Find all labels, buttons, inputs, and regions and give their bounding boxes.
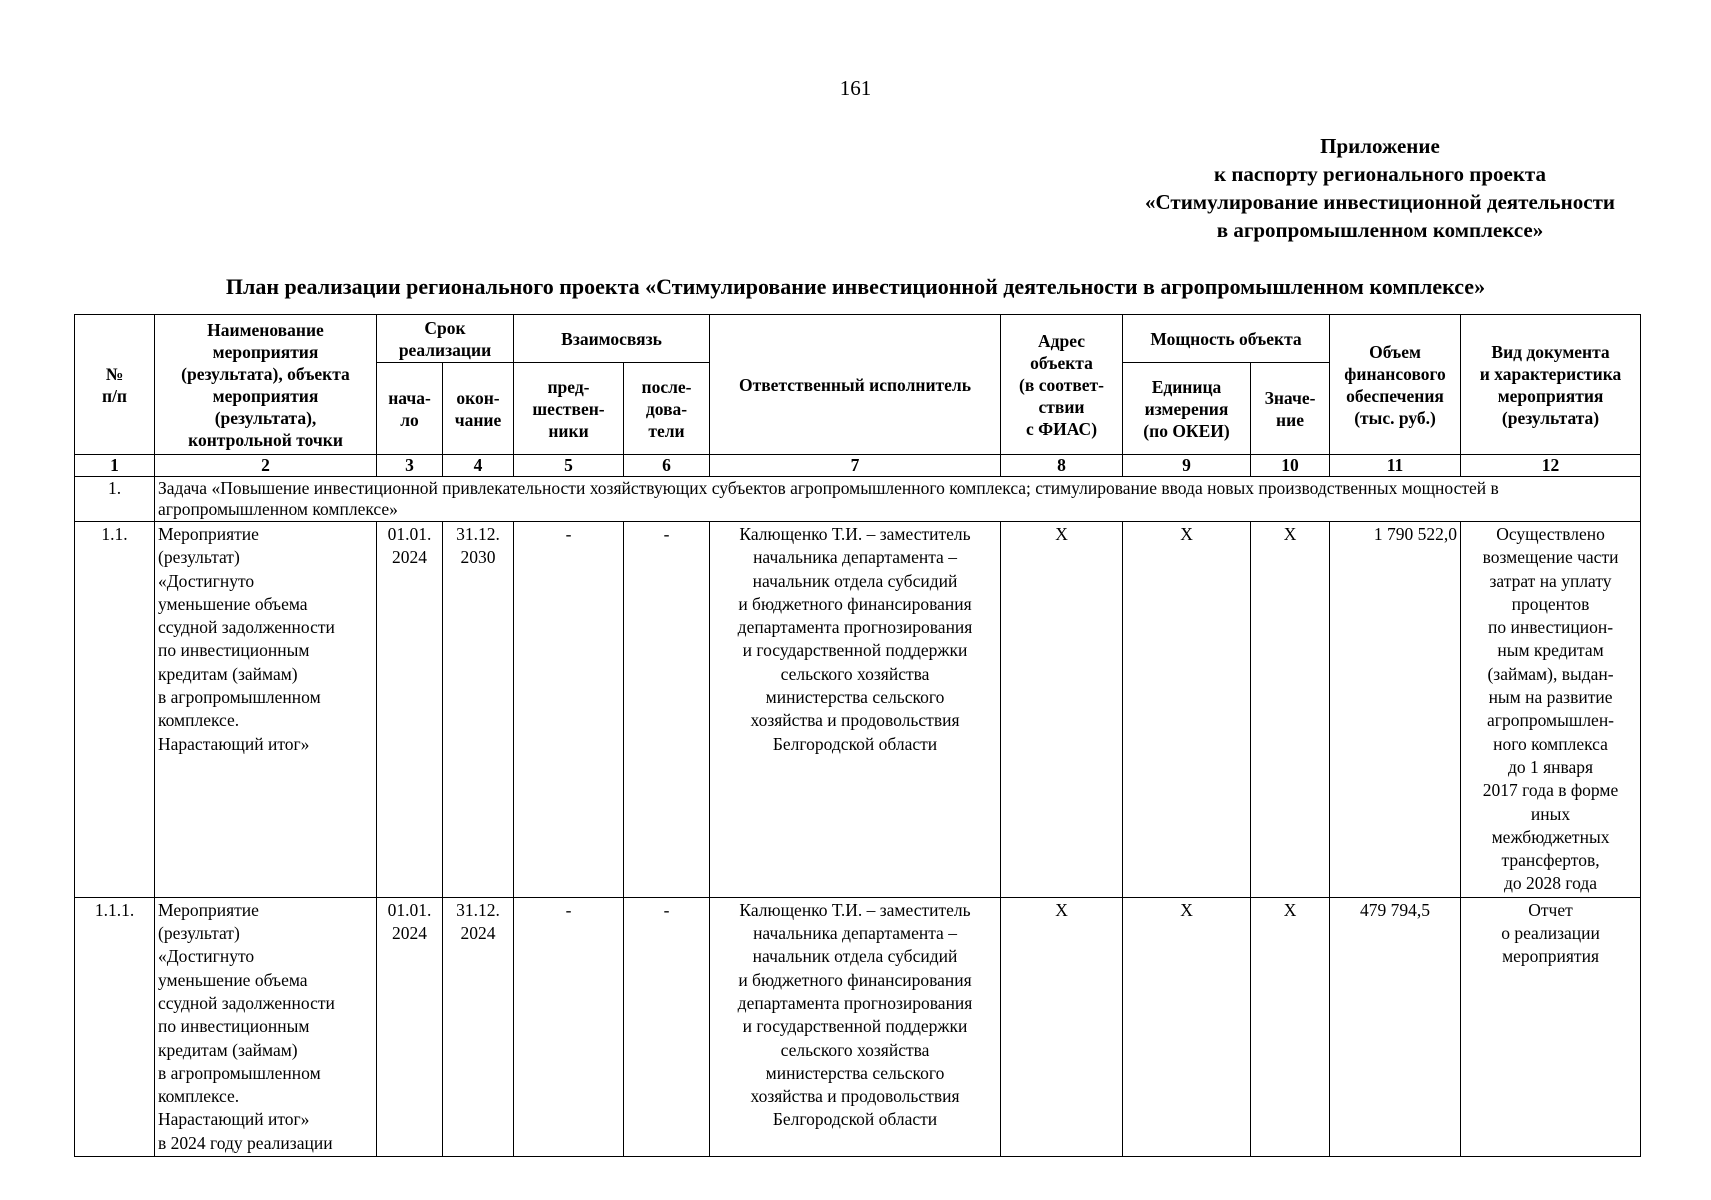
row-unit: X	[1123, 897, 1251, 1156]
row-end: 31.12. 2030	[443, 522, 514, 898]
row-doc: Отчет о реализации мероприятия	[1461, 897, 1641, 1156]
row-name: Мероприятие (результат) «Достигнуто уменьшение объема ссудной задолженности по инвестиционным кредитам (займам) в агропромышленном комплексе. Нарастающий итог» в 2024 году реализации	[155, 897, 377, 1156]
appendix-block	[1100, 132, 1660, 244]
column-number: 2	[155, 455, 377, 477]
column-number: 10	[1251, 455, 1330, 477]
appendix-line: в агропромышленном комплексе»	[1216, 218, 1544, 242]
row-name: Мероприятие (результат) «Достигнуто уменьшение объема ссудной задолженности по инвестиционным кредитам (займам) в агропромышленном комплексе. Нарастающий итог»	[155, 522, 377, 898]
column-number: 3	[377, 455, 443, 477]
column-number-row	[75, 455, 1641, 477]
column-number: 11	[1330, 455, 1461, 477]
row-finance: 1 790 522,0	[1330, 522, 1461, 898]
plan-table	[74, 314, 1641, 1157]
column-number: 6	[624, 455, 710, 477]
appendix-line: Приложение	[1320, 134, 1440, 158]
header-successors: после- дова- тели	[624, 363, 710, 455]
row-successors: -	[624, 522, 710, 898]
row-num: 1.1.1.	[75, 897, 155, 1156]
appendix-line: к паспорту регионального проекта	[1213, 162, 1546, 186]
row-doc: Осуществлено возмещение части затрат на уплату процентов по инвестицион- ным кредитам (займам), выдан- ным на развитие агропромышлен- ного комплекса до 1 января 2017 года в форме иных межбюджетных трансфертов, до 2028 года	[1461, 522, 1641, 898]
header-term: Срок реализации	[377, 315, 514, 363]
header-end: окон- чание	[443, 363, 514, 455]
page-number: 161	[839, 76, 872, 100]
header-link: Взаимосвязь	[514, 315, 710, 363]
row-address: X	[1001, 897, 1123, 1156]
column-number: 1	[75, 455, 155, 477]
row-unit: X	[1123, 522, 1251, 898]
header-capacity: Мощность объекта	[1123, 315, 1330, 363]
task-text: Задача «Повышение инвестиционной привлекательности хозяйствующих субъектов агропромышленного комплекса; стимулирование ввода новых производственных мощностей в агропромышленном комплексе»	[155, 477, 1641, 522]
header-unit: Единица измерения (по ОКЕИ)	[1123, 363, 1251, 455]
column-number: 8	[1001, 455, 1123, 477]
header-num: № п/п	[75, 315, 155, 455]
column-number: 4	[443, 455, 514, 477]
header-start: нача- ло	[377, 363, 443, 455]
table-row	[75, 897, 1641, 1156]
column-number: 9	[1123, 455, 1251, 477]
row-value: X	[1251, 897, 1330, 1156]
plan-title: План реализации регионального проекта «Стимулирование инвестиционной деятельности в агропромышленном комплексе»	[225, 274, 1486, 299]
appendix-line: «Стимулирование инвестиционной деятельности	[1145, 190, 1615, 214]
row-predecessors: -	[514, 522, 624, 898]
column-number: 7	[710, 455, 1001, 477]
header-finance: Объем финансового обеспечения (тыс. руб.)	[1330, 315, 1461, 455]
task-row	[75, 477, 1641, 522]
row-address: X	[1001, 522, 1123, 898]
column-number: 12	[1461, 455, 1641, 477]
row-finance: 479 794,5	[1330, 897, 1461, 1156]
header-name: Наименование мероприятия (результата), объекта мероприятия (результата), контрольной точки	[155, 315, 377, 455]
column-number: 5	[514, 455, 624, 477]
row-start: 01.01. 2024	[377, 522, 443, 898]
header-value: Значе- ние	[1251, 363, 1330, 455]
row-predecessors: -	[514, 897, 624, 1156]
row-executor: Калющенко Т.И. – заместитель начальника департамента – начальник отдела субсидий и бюджетного финансирования департамента прогнозирования и государственной поддержки сельского хозяйства министерства сельского хозяйства и продовольствия Белгородской области	[710, 897, 1001, 1156]
task-num: 1.	[75, 477, 155, 522]
header-doc: Вид документа и характеристика мероприятия (результата)	[1461, 315, 1641, 455]
header-predecessors: пред- шествен- ники	[514, 363, 624, 455]
row-executor: Калющенко Т.И. – заместитель начальника департамента – начальник отдела субсидий и бюджетного финансирования департамента прогнозирования и государственной поддержки сельского хозяйства министерства сельского хозяйства и продовольствия Белгородской области	[710, 522, 1001, 898]
header-executor: Ответственный исполнитель	[710, 315, 1001, 455]
table-header	[75, 315, 1641, 455]
row-start: 01.01. 2024	[377, 897, 443, 1156]
row-successors: -	[624, 897, 710, 1156]
table-row	[75, 522, 1641, 898]
header-address: Адрес объекта (в соответ- ствии с ФИАС)	[1001, 315, 1123, 455]
row-end: 31.12. 2024	[443, 897, 514, 1156]
row-num: 1.1.	[75, 522, 155, 898]
row-value: X	[1251, 522, 1330, 898]
